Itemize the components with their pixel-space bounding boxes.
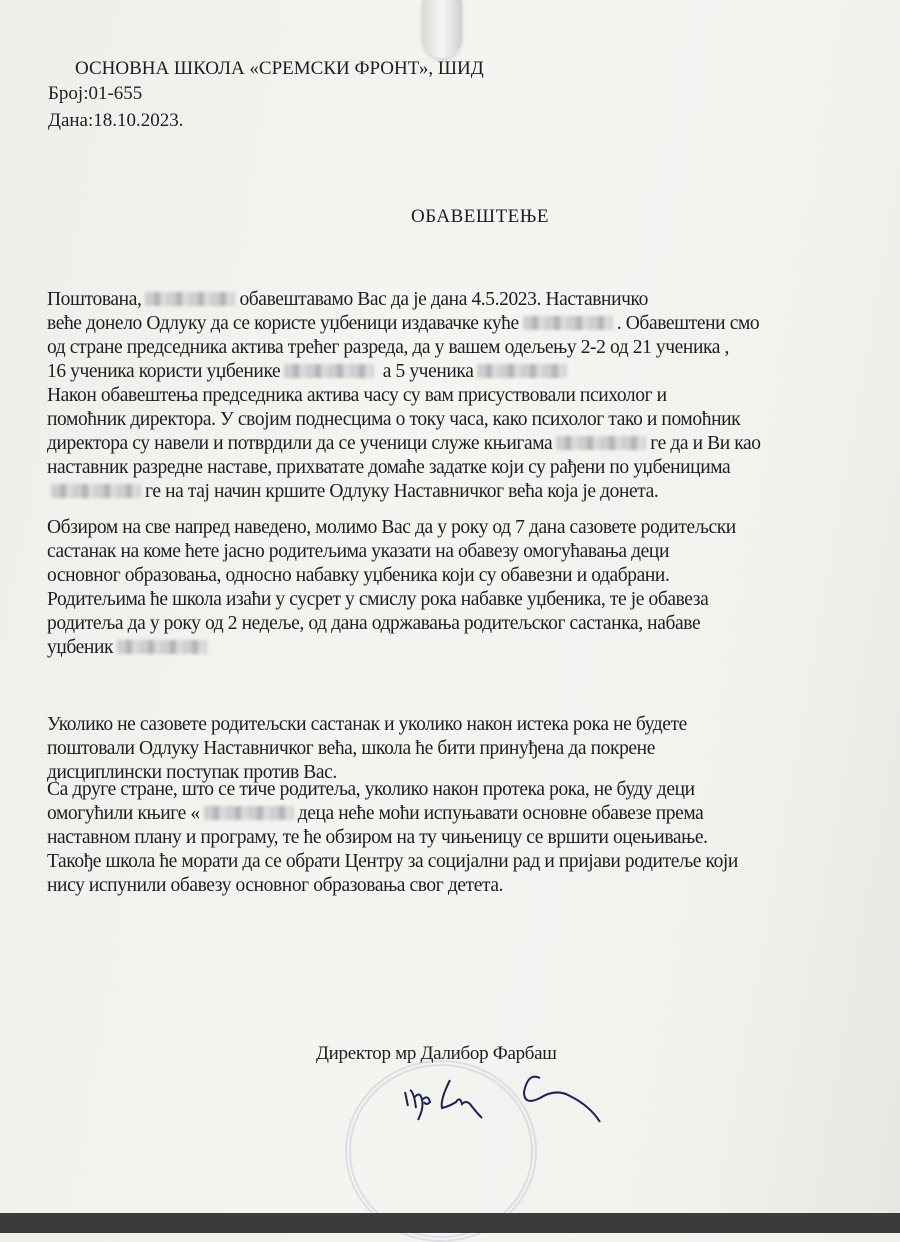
text-segment: наставник разредне наставе, прихватате домаће задатке који су рађени по уџбеницима	[47, 457, 731, 478]
text-line	[47, 636, 736, 660]
text-segment: помоћник директора. У својим поднесцима о току часа, како психолог тако и помоћник	[47, 409, 741, 430]
text-segment: Такође школа ће морати да се обрати Центру за социјални рад и пријави родитеље који	[47, 851, 738, 872]
text-segment: Обзиром на све напред наведено, молимо Вас да у року од 7 дана сазовете родитељски	[47, 517, 736, 538]
text-segment: директора су навели и потврдили да се ученици служе књигама	[47, 433, 553, 454]
text-line	[47, 480, 761, 504]
text-line	[47, 850, 738, 874]
text-segment: Поштована,	[47, 289, 142, 310]
document-date: Дана:18.10.2023.	[48, 110, 184, 131]
paragraph-1	[47, 288, 761, 504]
text-line	[47, 802, 738, 826]
director-title: Директор мр Далибор Фарбаш	[316, 1043, 557, 1064]
text-line	[47, 540, 736, 564]
redacted-text	[556, 436, 646, 450]
text-segment: основног образовања, односно набавку уџбеника који су обавезни и одабрани.	[47, 565, 670, 586]
text-segment: састанак на коме ћете јасно родитељима указати на обавезу омогућавања деци	[47, 541, 669, 562]
text-line	[47, 588, 736, 612]
text-segment: а 5 ученика	[378, 361, 474, 382]
text-line	[47, 336, 761, 360]
text-segment: омогућили књиге «	[47, 803, 200, 824]
handwritten-signature	[400, 1070, 620, 1130]
text-line	[47, 408, 761, 432]
text-line	[47, 564, 736, 588]
text-segment: Након обавештења председника актива часу су вам присуствовали психолог и	[47, 385, 667, 406]
text-segment: дисциплински поступак против Вас.	[47, 762, 337, 783]
text-line	[47, 384, 761, 408]
text-segment: обавештавамо Вас да је дана 4.5.2023. Наставничко	[239, 289, 648, 310]
text-line	[47, 312, 761, 336]
paper-clip	[422, 0, 462, 58]
document-title: ОБАВЕШТЕЊЕ	[411, 206, 549, 227]
text-segment: Родитељима ће школа изаћи у сусрет у смислу рока набавке уџбеника, те је обавеза	[47, 589, 709, 610]
text-line	[47, 737, 687, 761]
redacted-text	[523, 316, 613, 330]
text-segment: наставном плану и програму, те ће обзиром на ту чињеницу се вршити оцењивање.	[47, 827, 708, 848]
text-line	[47, 516, 736, 540]
text-segment: деца неће моћи испуњавати основне обавезе према	[297, 803, 704, 824]
text-segment: уџбеник	[47, 637, 114, 658]
text-segment: нису испунили обавезу основног образовања свог детета.	[47, 875, 504, 896]
text-segment: Са друге стране, што се тиче родитеља, уколико након протека рока, не буду деци	[47, 779, 695, 800]
text-segment: од стране председника актива трећег разреда, да у вашем одељењу 2-2 од 21 ученика ,	[47, 337, 729, 358]
text-line	[47, 432, 761, 456]
redacted-text	[204, 806, 294, 820]
school-name: ОСНОВНА ШКОЛА «СРЕМСКИ ФРОНТ», ШИД	[75, 58, 484, 79]
text-segment: поштовали Одлуку Наставничког већа, школа ће бити принуђена да покрене	[47, 738, 655, 759]
paragraph-2	[47, 516, 736, 660]
paragraph-4	[47, 778, 738, 898]
text-line	[47, 826, 738, 850]
text-segment: . Обавештени смо	[616, 313, 760, 334]
text-line	[47, 778, 738, 802]
text-line	[47, 360, 761, 384]
redacted-text	[284, 364, 374, 378]
redacted-text	[117, 640, 207, 654]
text-segment: веће донело Одлуку да се користе уџбеници издавачке куће	[47, 313, 519, 334]
bottom-bar	[0, 1213, 900, 1233]
redacted-text	[51, 484, 141, 498]
text-line	[47, 456, 761, 480]
document-number: Број:01-655	[48, 83, 143, 104]
text-segment: ге на тај начин кршите Одлуку Наставничког већа која је донета.	[145, 481, 659, 502]
redacted-text	[477, 364, 567, 378]
text-line	[47, 288, 761, 312]
text-line	[47, 874, 738, 898]
text-segment: ге да и Ви као	[650, 433, 761, 454]
text-segment: 16 ученика користи уџбенике	[47, 361, 281, 382]
redacted-text	[145, 292, 235, 306]
text-segment: родитеља да у року од 2 недеље, од дана одржавања родитељског састанка, набаве	[47, 613, 701, 634]
text-line	[47, 612, 736, 636]
text-line	[47, 713, 687, 737]
text-segment: Уколико не сазовете родитељски састанак и уколико након истека рока не будете	[47, 714, 687, 735]
paragraph-3	[47, 713, 687, 785]
